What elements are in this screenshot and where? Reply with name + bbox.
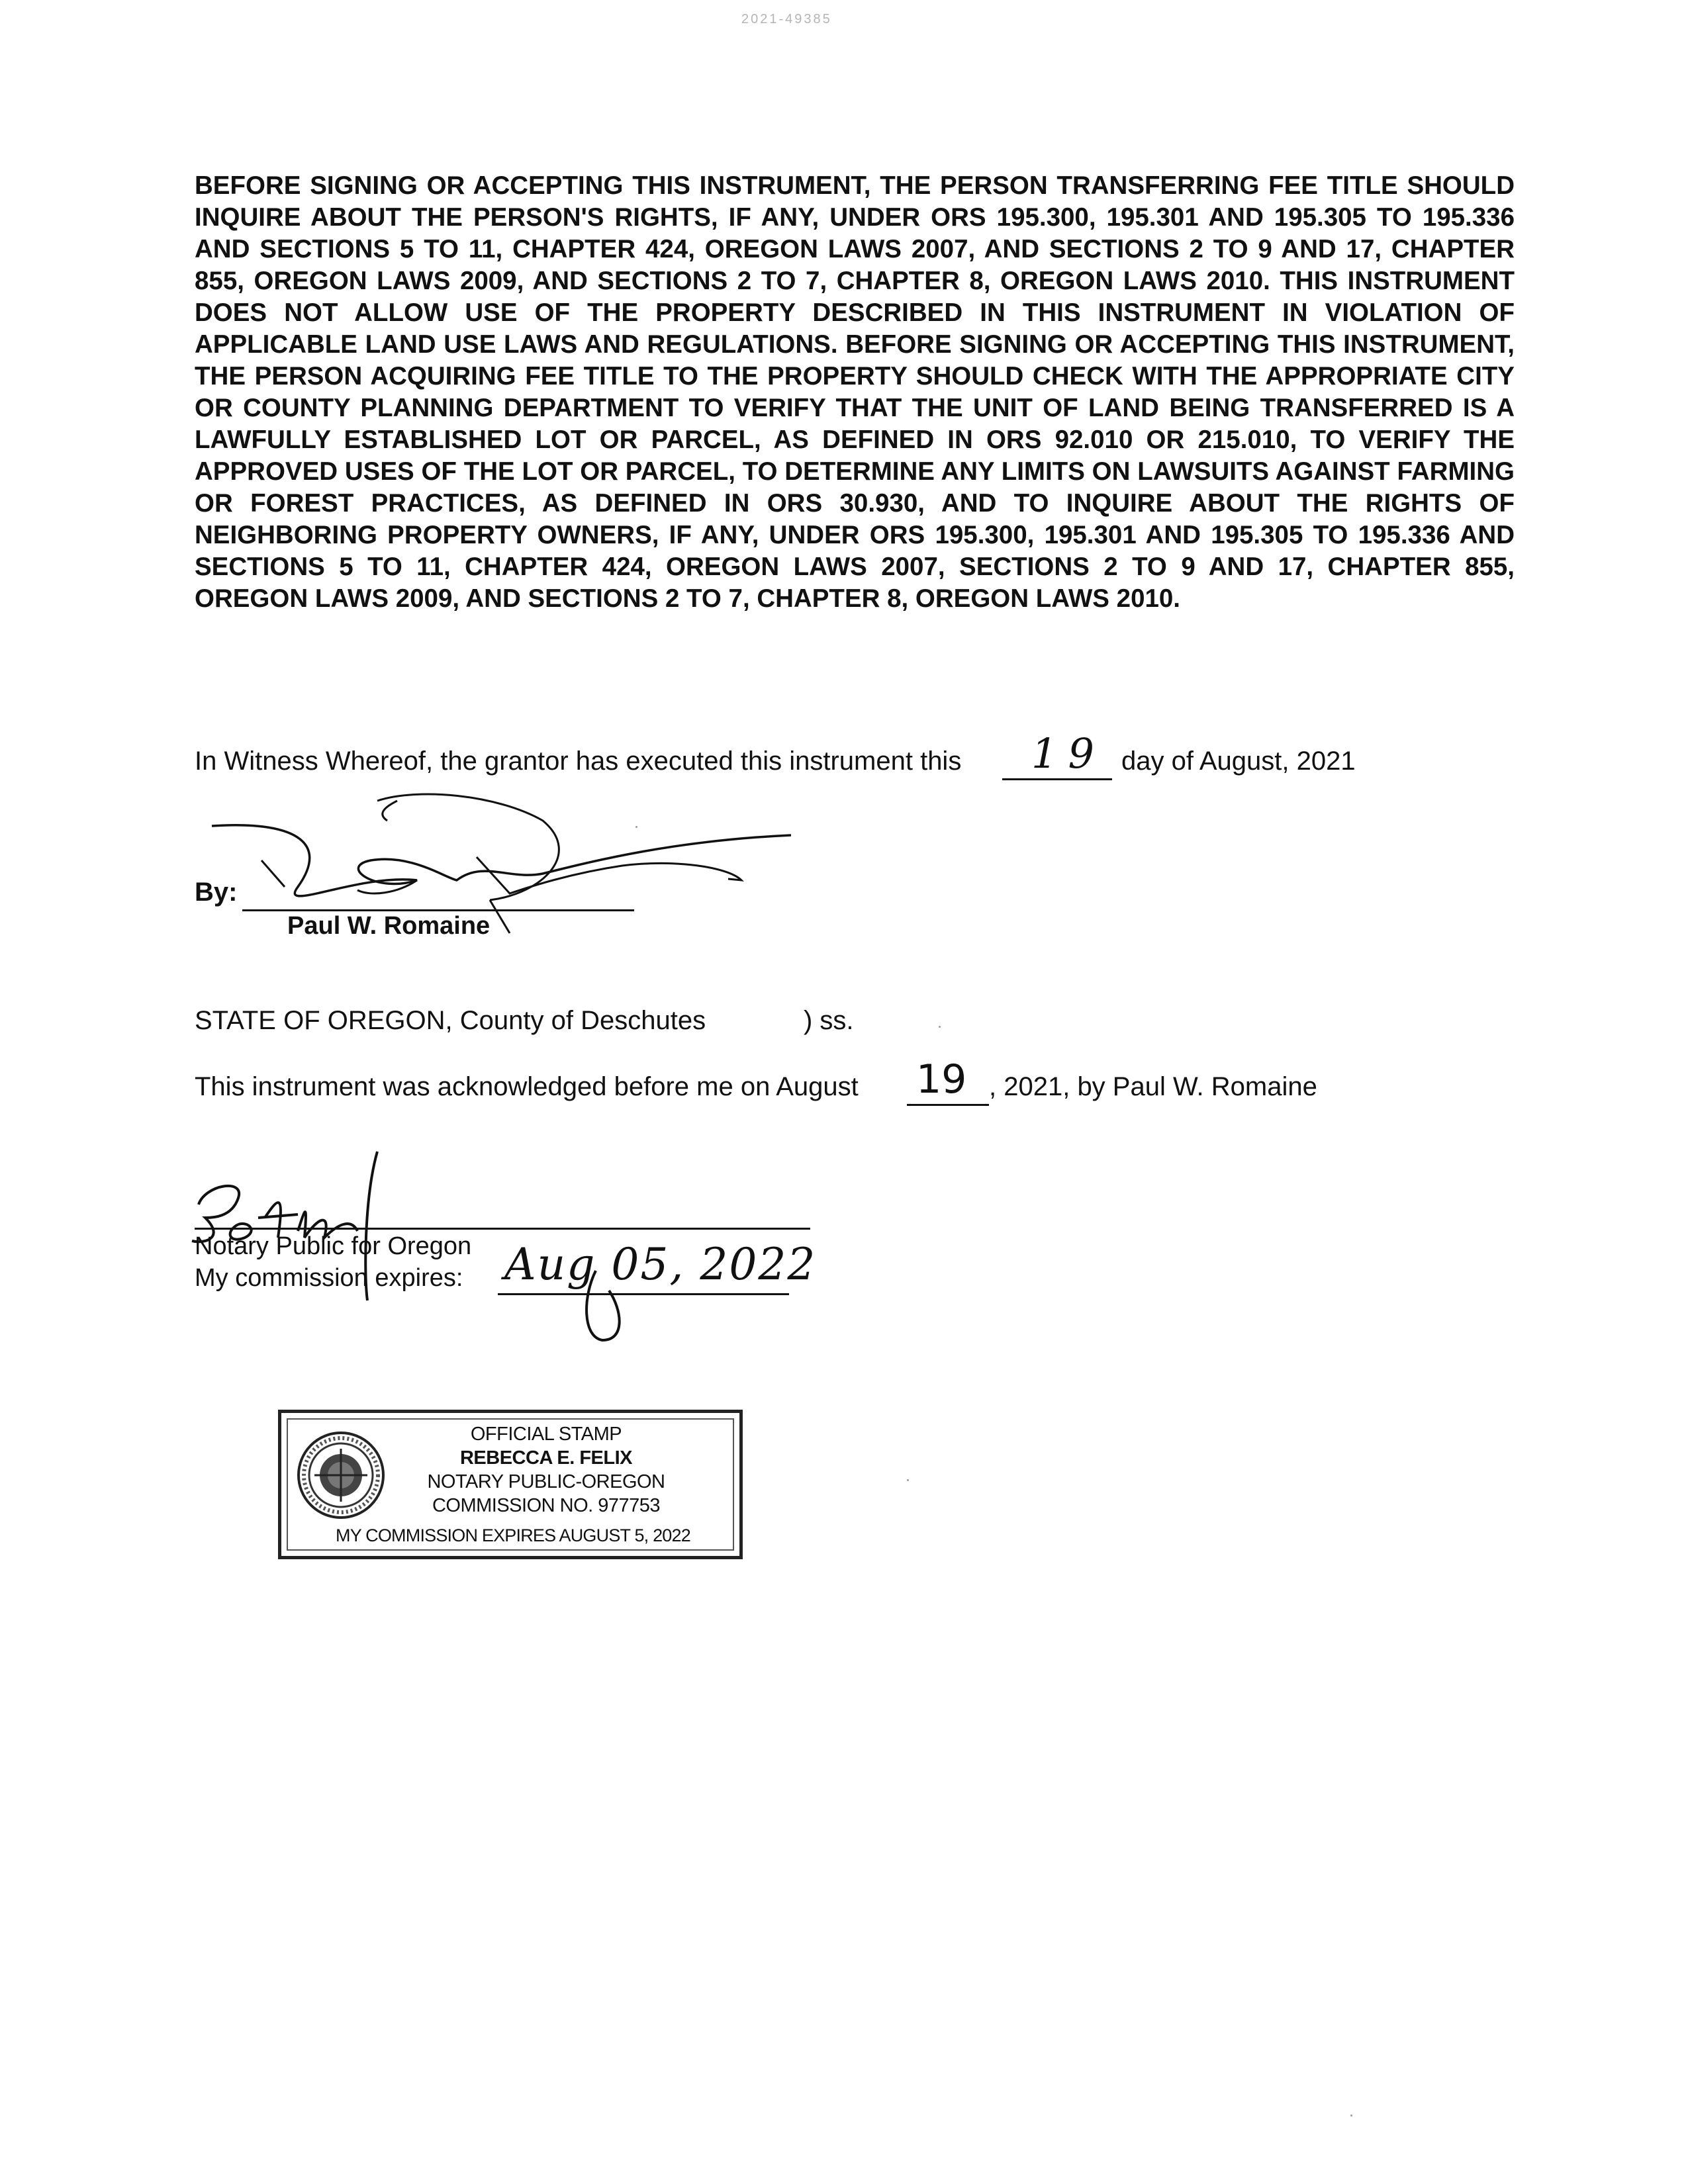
notary-signature-line	[195, 1228, 810, 1230]
signer-name: Paul W. Romaine	[287, 912, 491, 940]
commission-label: My commission expires:	[195, 1264, 463, 1292]
scan-speck	[939, 1026, 941, 1028]
acknowledgment-day-blank	[907, 1056, 989, 1106]
witness-day-blank	[1002, 729, 1112, 780]
stamp-notary-name: REBECCA E. FELIX	[459, 1447, 632, 1469]
scan-speck	[907, 1479, 909, 1481]
recording-number-mark: 2021-49385	[741, 12, 832, 26]
stamp-notary-public: NOTARY PUBLIC-OREGON	[427, 1471, 665, 1492]
stamp-commission-expiry: MY COMMISSION EXPIRES AUGUST 5, 2022	[336, 1525, 690, 1545]
by-label: By:	[195, 878, 238, 907]
oregon-state-seal-icon	[295, 1429, 387, 1522]
commission-date-loop	[569, 1257, 642, 1350]
scan-speck	[1350, 2115, 1352, 2116]
commission-date-blank	[498, 1239, 817, 1295]
notary-title: Notary Public for Oregon	[195, 1232, 472, 1260]
signature-line	[242, 875, 634, 911]
commission-date-handwritten: Aug 05, 2022	[504, 1239, 817, 1290]
stamp-line-official: OFFICIAL STAMP	[470, 1424, 622, 1445]
land-use-warning-paragraph: BEFORE SIGNING OR ACCEPTING THIS INSTRUMENT, THE PERSON TRANSFERRING FEE TITLE SHOULD INQUIRE ABOUT THE PERSON'S RIGHTS, IF ANY, UNDER ORS 195.300, 195.301 AND 195.305 TO 195.336 AND SECTIONS 5 TO 11, CHAPTER 424, OREGON LAWS 2007, AND SECTIONS 2 TO 9 AND 17, CHAPTER 855, OREGON LAWS 2009, AND SECTIONS 2 TO 7, CHAPTER 8, OREGON LAWS 2010. THIS INSTRUMENT DOES NOT ALLOW USE OF THE PROPERTY DESCRIBED IN THIS INSTRUMENT IN VIOLATION OF APPLICABLE LAND USE LAWS AND REGULATIONS. BEFORE SIGNING OR ACCEPTING THIS INSTRUMENT, THE PERSON ACQUIRING FEE TITLE TO THE PROPERTY SHOULD CHECK WITH THE APPROPRIATE CITY OR COUNTY PLANNING DEPARTMENT TO VERIFY THAT THE UNIT OF LAND BEING TRANSFERRED IS A LAWFULLY ESTABLISHED LOT OR PARCEL, AS DEFINED IN ORS 92.010 OR 215.010, TO VERIFY THE APPROVED USES OF THE LOT OR PARCEL, TO DETERMINE ANY LIMITS ON LAWSUITS AGAINST FARMING OR FOREST PRACTICES, AS DEFINED IN ORS 30.930, AND TO INQUIRE ABOUT THE RIGHTS OF NEIGHBORING PROPERTY OWNERS, IF ANY, UNDER ORS 195.300, 195.301 AND 195.305 TO 195.336 AND SECTIONS 5 TO 11, CHAPTER 424, OREGON LAWS 2007, SECTIONS 2 TO 9 AND 17, CHAPTER 855, OREGON LAWS 2009, AND SECTIONS 2 TO 7, CHAPTER 8, OREGON LAWS 2010.	[195, 171, 1515, 613]
official-notary-stamp	[278, 1410, 743, 1559]
witness-day-handwritten: 19	[1031, 729, 1105, 778]
witness-prefix: In Witness Whereof, the grantor has executed this instrument this	[195, 747, 962, 776]
witness-suffix: day of August, 2021	[1121, 747, 1356, 776]
acknowledgment-prefix: This instrument was acknowledged before me on August	[195, 1072, 859, 1101]
ss-label: ) ss.	[804, 1006, 854, 1035]
acknowledgment-suffix: , 2021, by Paul W. Romaine	[989, 1072, 1317, 1101]
scan-speck	[635, 826, 637, 828]
state-county: STATE OF OREGON, County of Deschutes	[195, 1006, 706, 1035]
acknowledgment-day-handwritten: 19	[916, 1056, 967, 1103]
stamp-commission-number: COMMISSION NO. 977753	[432, 1495, 661, 1516]
